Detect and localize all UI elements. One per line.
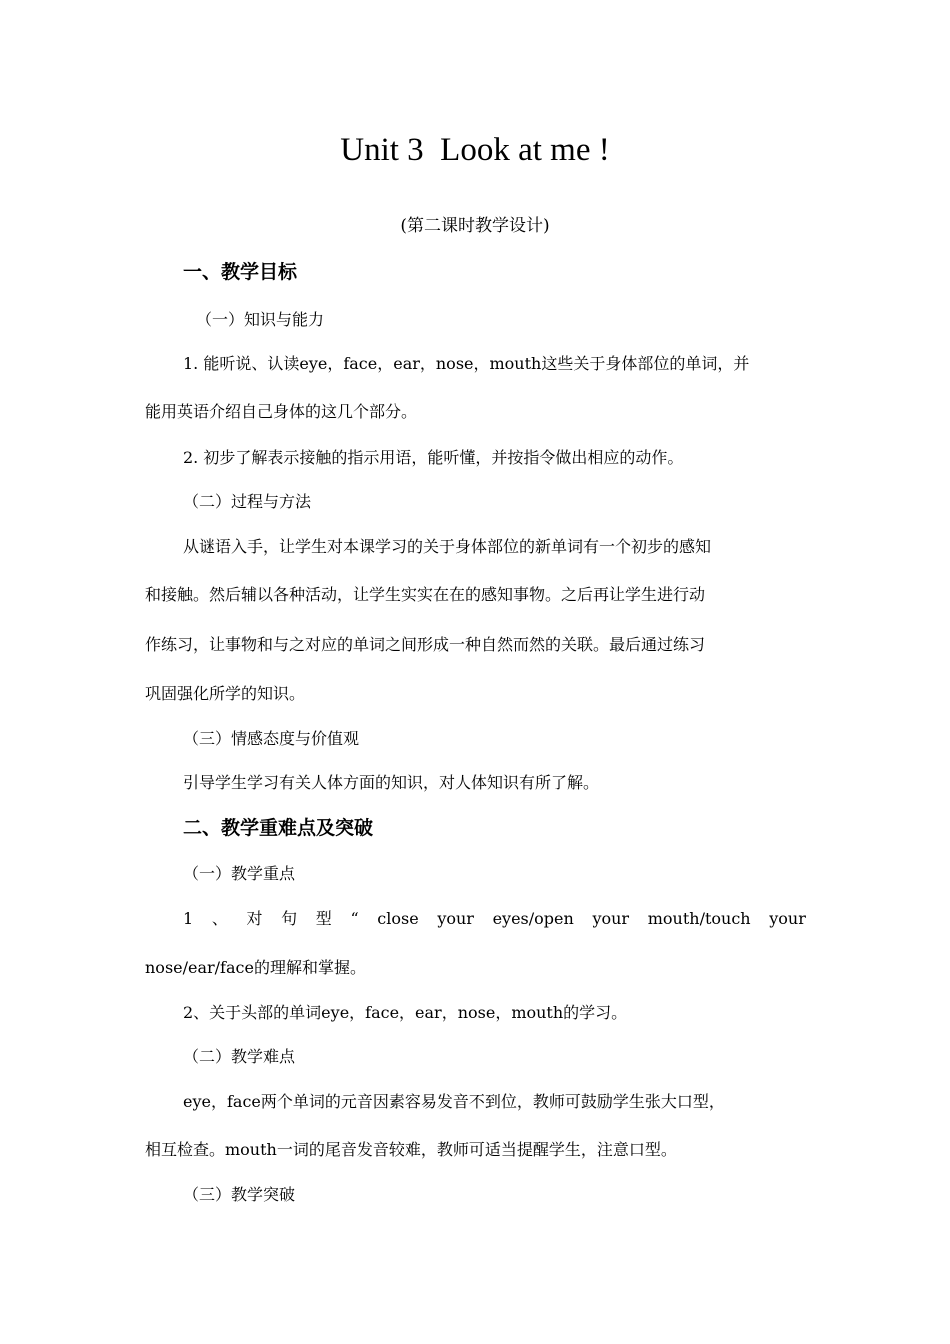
key-point-1-token: 型 xyxy=(315,909,332,928)
key-point-1-line-1 xyxy=(183,906,806,932)
objective-1-line-1: 1. 能听说、认读eye，face，ear，nose，mouth这些关于身体部位的单词，并 xyxy=(183,354,750,373)
subheading-emotion-values: （三）情感态度与价值观 xyxy=(183,729,360,748)
process-paragraph-line-4: 巩固强化所学的知识。 xyxy=(145,684,306,703)
key-point-1-token: your xyxy=(437,909,474,928)
subheading-knowledge-ability: （一）知识与能力 xyxy=(196,310,325,329)
key-point-1-token: 句 xyxy=(281,909,298,928)
subheading-process-method: （二）过程与方法 xyxy=(183,492,312,511)
process-paragraph-line-3: 作练习，让事物和与之对应的单词之间形成一种自然而然的关联。最后通过练习 xyxy=(145,635,706,654)
difficult-paragraph-line-2: 相互检查。mouth一词的尾音发音较难，教师可适当提醒学生，注意口型。 xyxy=(145,1140,677,1159)
key-point-1-token: your xyxy=(592,909,630,928)
subheading-difficult-points: （二）教学难点 xyxy=(183,1047,296,1066)
key-point-1-token: close xyxy=(377,909,419,928)
key-point-1-token: your xyxy=(769,909,806,928)
document-title: Unit 3 Look at me ! xyxy=(340,132,610,168)
section-heading-key-difficult-points: 二、教学重难点及突破 xyxy=(183,817,374,839)
objective-1-line-2: 能用英语介绍自己身体的这几个部分。 xyxy=(145,402,418,421)
key-point-1-token: 1 xyxy=(183,909,194,928)
objective-2: 2. 初步了解表示接触的指示用语，能听懂，并按指令做出相应的动作。 xyxy=(183,448,684,467)
section-heading-teaching-objectives: 一、教学目标 xyxy=(183,261,298,283)
document-subtitle: (第二课时教学设计) xyxy=(400,216,550,236)
subheading-breakthrough: （三）教学突破 xyxy=(183,1185,296,1204)
key-point-1-line-2: nose/ear/face的理解和掌握。 xyxy=(145,958,366,977)
key-point-1-token: 、 xyxy=(211,909,228,928)
key-point-1-token: mouth/touch xyxy=(647,909,751,928)
subheading-key-points: （一）教学重点 xyxy=(183,864,296,883)
emotion-paragraph: 引导学生学习有关人体方面的知识，对人体知识有所了解。 xyxy=(183,773,600,792)
key-point-1-token: eyes/open xyxy=(492,909,574,928)
key-point-1-token: 对 xyxy=(246,909,263,928)
key-point-1-token: “ xyxy=(350,909,359,928)
process-paragraph-line-2: 和接触。然后辅以各种活动，让学生实实在在的感知事物。之后再让学生进行动 xyxy=(145,585,706,604)
process-paragraph-line-1: 从谜语入手，让学生对本课学习的关于身体部位的新单词有一个初步的感知 xyxy=(183,537,712,556)
key-point-2: 2、关于头部的单词eye，face，ear，nose，mouth的学习。 xyxy=(183,1003,628,1022)
difficult-paragraph-line-1: eye，face两个单词的元音因素容易发音不到位，教师可鼓励学生张大口型， xyxy=(183,1092,725,1111)
